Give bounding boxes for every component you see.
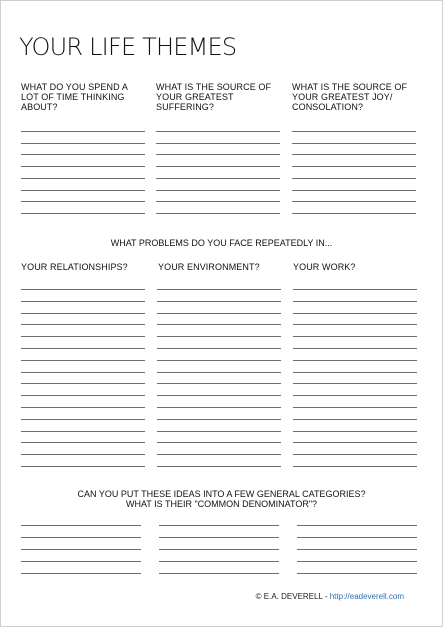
answer-line [21, 348, 145, 349]
answer-line [156, 201, 280, 202]
problems-heading: WHAT PROBLEMS DO YOU FACE REPEATEDLY IN... [110, 238, 333, 248]
answer-line [292, 178, 416, 179]
categories-heading: CAN YOU PUT THESE IDEAS INTO A FEW GENERAL CATEGORIES? WHAT IS THEIR "COMMON DENOMINATOR"? [77, 489, 366, 509]
answer-line [297, 573, 417, 574]
answer-line [292, 143, 416, 144]
answer-line [156, 154, 280, 155]
answer-lines-work[interactable] [293, 289, 417, 478]
answer-line [21, 178, 145, 179]
question-time-thinking: WHAT DO YOU SPEND A LOT OF TIME THINKING ABOUT? [21, 82, 128, 112]
answer-line [21, 466, 145, 467]
answer-line [292, 190, 416, 191]
answer-line [156, 166, 280, 167]
answer-line [293, 372, 417, 373]
answer-line [21, 213, 145, 214]
answer-line [21, 289, 145, 290]
answer-line [157, 395, 281, 396]
answer-line [293, 442, 417, 443]
answer-line [21, 419, 145, 420]
answer-lines-environment[interactable] [157, 289, 281, 478]
question-environment: YOUR ENVIRONMENT? [158, 262, 260, 272]
answer-line [21, 190, 145, 191]
answer-line [159, 573, 279, 574]
answer-line [21, 336, 145, 337]
answer-line [297, 525, 417, 526]
answer-line [293, 431, 417, 432]
answer-line [157, 289, 281, 290]
answer-line [292, 166, 416, 167]
question-work: YOUR WORK? [293, 262, 356, 272]
answer-line [293, 419, 417, 420]
answer-line [157, 348, 281, 349]
answer-line [159, 525, 279, 526]
answer-line [293, 395, 417, 396]
answer-lines-category-3[interactable] [297, 525, 417, 585]
answer-line [293, 348, 417, 349]
answer-line [21, 360, 145, 361]
answer-line [293, 360, 417, 361]
answer-line [157, 313, 281, 314]
answer-line [292, 201, 416, 202]
answer-line [293, 383, 417, 384]
answer-line [157, 301, 281, 302]
answer-line [21, 301, 145, 302]
answer-line [157, 360, 281, 361]
answer-line [157, 324, 281, 325]
answer-line [293, 324, 417, 325]
answer-line [157, 419, 281, 420]
answer-line [21, 383, 145, 384]
answer-line [297, 561, 417, 562]
answer-line [156, 178, 280, 179]
page-title: YOUR LIFE THEMES [19, 33, 237, 61]
answer-line [159, 537, 279, 538]
answer-line [292, 213, 416, 214]
answer-line [156, 213, 280, 214]
answer-line [157, 466, 281, 467]
question-joy: WHAT IS THE SOURCE OF YOUR GREATEST JOY/ CONSOLATION? [292, 82, 408, 112]
answer-line [21, 201, 145, 202]
answer-line [157, 372, 281, 373]
answer-line [21, 537, 141, 538]
answer-line [156, 143, 280, 144]
copyright-text: © E.A. DEVERELL - [255, 592, 330, 601]
answer-line [21, 407, 145, 408]
answer-lines-relationships[interactable] [21, 289, 145, 478]
answer-line [21, 372, 145, 373]
answer-line [293, 313, 417, 314]
answer-line [21, 442, 145, 443]
answer-line [21, 166, 145, 167]
answer-line [293, 454, 417, 455]
answer-line [297, 549, 417, 550]
answer-line [293, 289, 417, 290]
answer-line [157, 407, 281, 408]
answer-line [21, 131, 145, 132]
answer-line [21, 561, 141, 562]
answer-line [21, 154, 145, 155]
answer-lines-category-1[interactable] [21, 525, 141, 585]
answer-line [156, 190, 280, 191]
answer-line [293, 336, 417, 337]
answer-line [157, 442, 281, 443]
answer-line [21, 324, 145, 325]
answer-lines-suffering[interactable] [156, 131, 280, 225]
answer-line [293, 466, 417, 467]
answer-line [292, 131, 416, 132]
answer-line [21, 431, 145, 432]
question-relationships: YOUR RELATIONSHIPS? [21, 262, 128, 272]
answer-line [21, 313, 145, 314]
answer-line [159, 549, 279, 550]
answer-line [21, 143, 145, 144]
answer-line [157, 336, 281, 337]
answer-line [159, 561, 279, 562]
answer-line [157, 383, 281, 384]
answer-line [21, 525, 141, 526]
answer-line [21, 395, 145, 396]
answer-line [293, 407, 417, 408]
answer-line [21, 549, 141, 550]
answer-line [21, 573, 141, 574]
answer-lines-time-thinking[interactable] [21, 131, 145, 225]
answer-line [297, 537, 417, 538]
answer-line [157, 431, 281, 432]
copyright-footer [256, 592, 404, 601]
answer-lines-joy[interactable] [292, 131, 416, 225]
answer-line [157, 454, 281, 455]
answer-line [292, 154, 416, 155]
answer-line [293, 301, 417, 302]
answer-line [156, 131, 280, 132]
answer-lines-category-2[interactable] [159, 525, 279, 585]
answer-line [21, 454, 145, 455]
question-suffering: WHAT IS THE SOURCE OF YOUR GREATEST SUFFERING? [156, 82, 272, 112]
website-link[interactable]: http://eadeverell.com [329, 592, 404, 601]
